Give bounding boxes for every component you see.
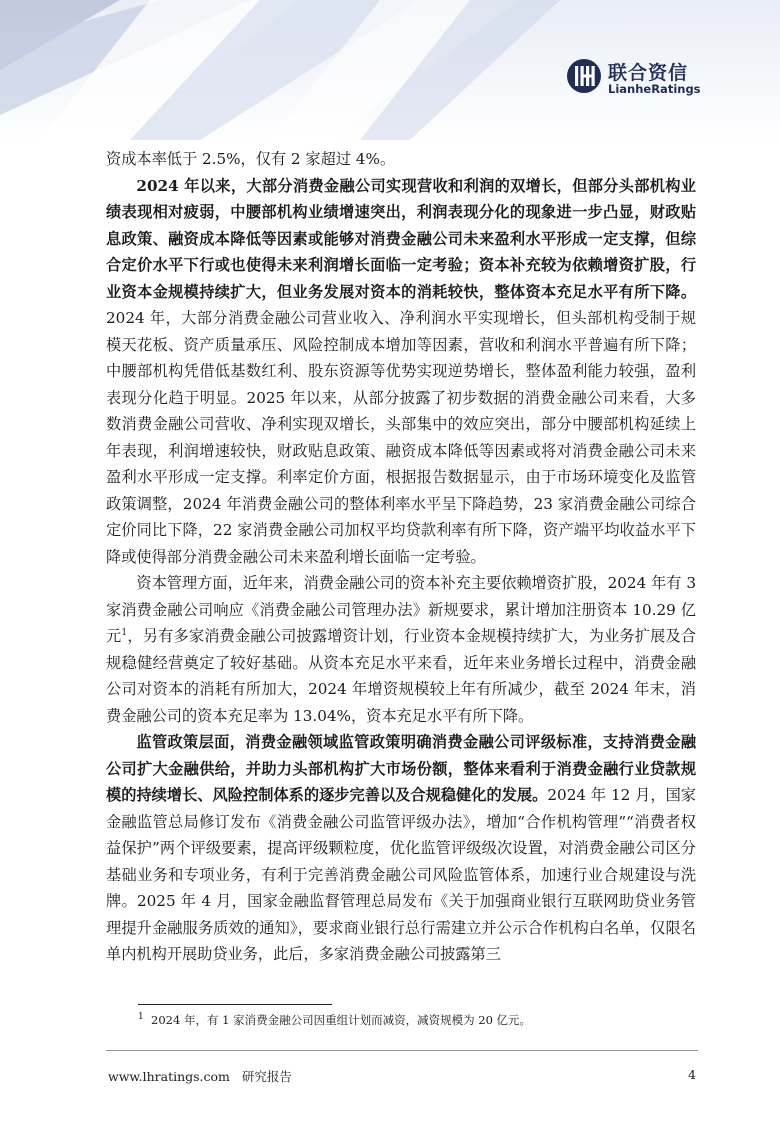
paragraph-2-text: 2024 年，大部分消费金融公司营业收入、净利润水平实现增长，但头部机构受制于规模天花板、资产质量承压、风险控制成本增加等因素，营收和利润水平普遍有所下降；中腰部机构凭借低基数红利、股东资源等优势实现逆势增长，整体盈利能力较强，盈利表现分化趋于明显。2025 年以来，从部分披露了初步数据的消费金融公司来看，大多数消费金融公司营收、净利实现双增长，头部集中的效应突出，部分中腰部机构延续上年表现，利润增速较快，财政贴息政策、融资成本降低等因素或将对消费金融公司未来盈利水平形成一定支撑。利率定价方面，根据报告数据显示，由于市场环境变化及监管政策调整，2024 年消费金融公司的整体利率水平呈下降趋势，23 家消费金融公司综合定价同比下降，22 家消费金融公司加权平均贷款利率有所下降，资产端平均收益水平下降或使得部分消费金融公司未来盈利增长面临一定考验。 — [106, 309, 696, 566]
logo-mark-icon — [566, 58, 602, 94]
footnote-ref[interactable]: 1 — [121, 627, 128, 638]
paragraph-1-text: 资成本率低于 2.5%，仅有 2 家超过 4%。 — [106, 150, 396, 168]
paragraph-3-text-before: 资本管理方面，近年来，消费金融公司的资本补充主要依赖增资扩股，2024 年有 3 家消费金融公司响应《消费金融公司管理办法》新规要求，累计增加注册资本 10.29 亿元 — [106, 574, 696, 645]
footnote-text: 2024 年，有 1 家消费金融公司因重组计划而减资，减资规模为 20 亿元。 — [151, 1013, 532, 1027]
footnote-divider — [138, 1004, 332, 1005]
paragraph-3-text-after: ，另有多家消费金融公司披露增资计划，行业资本金规模持续扩大，为业务扩展及合规稳健经营奠定了较好基础。从资本充足水平来看，近年来业务增长过程中，消费金融公司对资本的消耗有所加大，2024 年增资规模较上年有所减少，截至 2024 年末，消费金融公司的资本充足率为 13.04%，资本充足水平有所下降。 — [106, 627, 697, 725]
paragraph-1 — [106, 146, 696, 173]
page-number: 4 — [688, 1067, 696, 1082]
paragraph-4-bold: 监管政策层面，消费金融领域监管政策明确消费金融公司评级标准，支持消费金融公司扩大金融供给，并助力头部机构扩大市场份额，整体来看利于消费金融行业贷款规模的持续增长、风险控制体系的逐步完善以及合规稳健化的发展。 — [106, 733, 696, 804]
footer-left — [108, 1067, 292, 1085]
paragraph-3 — [106, 570, 696, 729]
paragraph-2-bold: 2024 年以来，大部分消费金融公司实现营收和利润的双增长，但部分头部机构业绩表现相对疲弱，中腰部机构业绩增速突出，利润表现分化的现象进一步凸显，财政贴息政策、融资成本降低等因素或能够对消费金融公司未来盈利水平形成一定支撑，但综合定价水平下行或也使得未来利润增长面临一定考验；资本补充较为依赖增资扩股，行业资本金规模持续扩大，但业务发展对资本的消耗较快，整体资本充足水平有所下降。 — [106, 176, 696, 301]
report-body — [106, 146, 696, 968]
footer-divider — [106, 1050, 698, 1051]
paragraph-4-text: 2024 年 12 月，国家金融监管总局修订发布《消费金融公司监管评级办法》，增加“合作机构管理”“消费者权益保护”两个评级要素，提高评级颗粒度，优化监管评级级次设置，对消费金融公司区分基础业务和专项业务，有利于完善消费金融公司风险监管体系，加速行业合规建设与洗牌。2025 年 4 月，国家金融监督管理总局发布《关于加强商业银行互联网助贷业务管理提升金融服务质效的通知》，要求商业银行总行需建立并公示合作机构白名单，仅限名单内机构开展助贷业务，此后，多家消费金融公司披露第三 — [106, 786, 696, 963]
footer-site-link[interactable]: www.lhratings.com — [108, 1069, 230, 1084]
footnote — [138, 1011, 698, 1029]
company-logo — [566, 58, 706, 98]
paragraph-4 — [106, 729, 696, 968]
paragraph-2 — [106, 173, 696, 571]
logo-text-en: LianheRatings — [608, 82, 701, 96]
footnote-number: 1 — [138, 1012, 144, 1023]
logo-text-cn: 联合资信 — [608, 62, 689, 84]
footer-label: 研究报告 — [241, 1069, 292, 1084]
header-band — [0, 0, 780, 140]
